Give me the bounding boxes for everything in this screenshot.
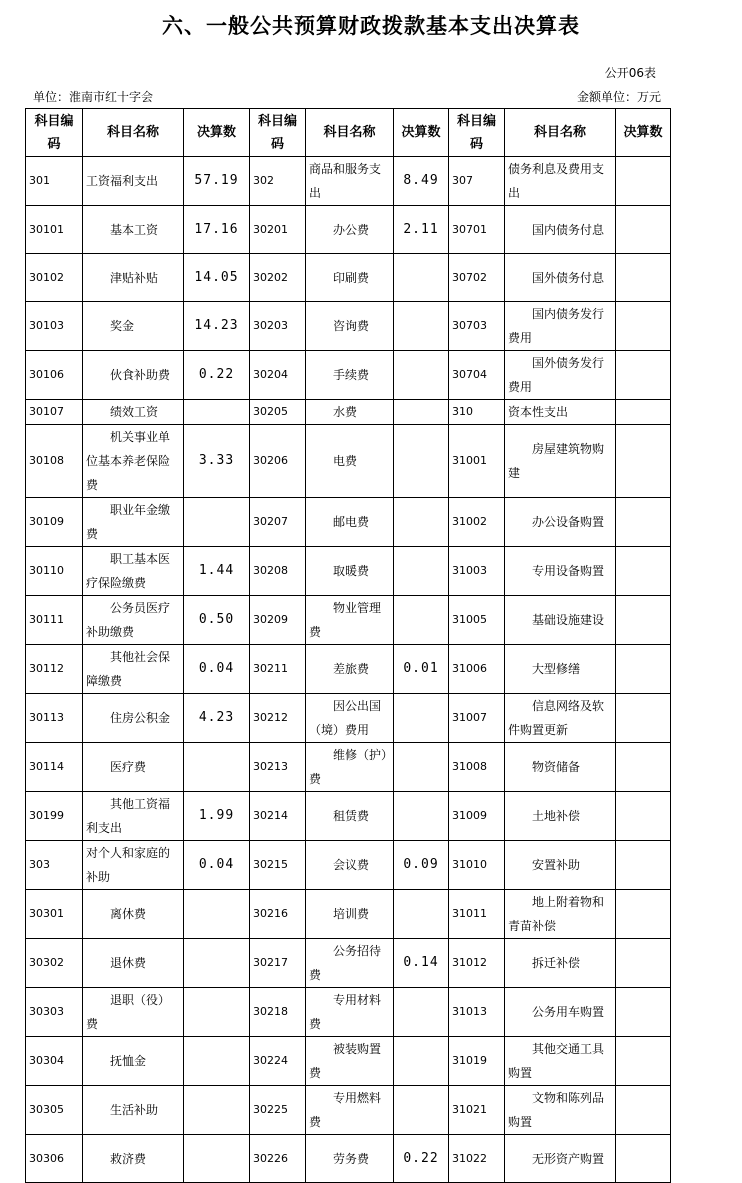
amount-cell bbox=[394, 596, 449, 645]
page-title: 六、一般公共预算财政拨款基本支出决算表 bbox=[162, 14, 580, 38]
name-cell: 抚恤金 bbox=[83, 1037, 184, 1086]
amount-cell bbox=[184, 498, 250, 547]
amount-cell bbox=[616, 351, 671, 400]
code-cell: 30305 bbox=[26, 1086, 83, 1135]
code-cell: 30199 bbox=[26, 792, 83, 841]
code-cell: 30225 bbox=[250, 1086, 306, 1135]
amount-cell bbox=[394, 547, 449, 596]
amount-cell bbox=[616, 206, 671, 254]
name-cell: 商品和服务支出 bbox=[306, 157, 394, 206]
name-cell: 奖金 bbox=[83, 302, 184, 351]
header-amount-1: 决算数 bbox=[184, 109, 250, 157]
table-row bbox=[26, 596, 671, 645]
form-number: 公开06表 bbox=[604, 66, 656, 80]
name-cell: 手续费 bbox=[306, 351, 394, 400]
code-cell: 30304 bbox=[26, 1037, 83, 1086]
name-cell: 救济费 bbox=[83, 1135, 184, 1183]
amount-cell: 0.09 bbox=[394, 841, 449, 890]
code-cell: 30203 bbox=[250, 302, 306, 351]
amount-cell bbox=[616, 425, 671, 498]
name-cell: 印刷费 bbox=[306, 254, 394, 302]
amount-cell bbox=[394, 694, 449, 743]
name-cell: 机关事业单位基本养老保险费 bbox=[83, 425, 184, 498]
unit-label: 单位：淮南市红十字会 bbox=[33, 90, 154, 104]
code-cell: 303 bbox=[26, 841, 83, 890]
table-row bbox=[26, 1086, 671, 1135]
name-cell: 文物和陈列品购置 bbox=[505, 1086, 616, 1135]
amount-cell bbox=[184, 1037, 250, 1086]
amount-cell bbox=[616, 1135, 671, 1183]
name-cell: 职业年金缴费 bbox=[83, 498, 184, 547]
name-cell: 国外债务付息 bbox=[505, 254, 616, 302]
header-name-1: 科目名称 bbox=[83, 109, 184, 157]
amount-cell bbox=[184, 400, 250, 425]
code-cell: 30204 bbox=[250, 351, 306, 400]
amount-cell: 0.04 bbox=[184, 645, 250, 694]
header-amount-2: 决算数 bbox=[394, 109, 449, 157]
header-code-3: 科目编码 bbox=[449, 109, 505, 157]
amount-cell: 14.23 bbox=[184, 302, 250, 351]
name-cell: 基本工资 bbox=[83, 206, 184, 254]
code-cell: 30701 bbox=[449, 206, 505, 254]
name-cell: 绩效工资 bbox=[83, 400, 184, 425]
table-row bbox=[26, 498, 671, 547]
amount-cell bbox=[394, 302, 449, 351]
amount-cell bbox=[616, 596, 671, 645]
code-cell: 30101 bbox=[26, 206, 83, 254]
code-cell: 30703 bbox=[449, 302, 505, 351]
header-row bbox=[26, 109, 671, 157]
amount-cell bbox=[616, 157, 671, 206]
name-cell: 咨询费 bbox=[306, 302, 394, 351]
code-cell: 30218 bbox=[250, 988, 306, 1037]
amount-cell bbox=[184, 939, 250, 988]
amount-cell bbox=[616, 841, 671, 890]
code-cell: 31002 bbox=[449, 498, 505, 547]
code-cell: 30206 bbox=[250, 425, 306, 498]
code-cell: 30216 bbox=[250, 890, 306, 939]
name-cell: 专用材料费 bbox=[306, 988, 394, 1037]
name-cell: 基础设施建设 bbox=[505, 596, 616, 645]
name-cell: 其他工资福利支出 bbox=[83, 792, 184, 841]
amount-cell bbox=[616, 645, 671, 694]
name-cell: 伙食补助费 bbox=[83, 351, 184, 400]
amount-cell: 0.50 bbox=[184, 596, 250, 645]
header-name-3: 科目名称 bbox=[505, 109, 616, 157]
code-cell: 30202 bbox=[250, 254, 306, 302]
code-cell: 30110 bbox=[26, 547, 83, 596]
amount-cell: 14.05 bbox=[184, 254, 250, 302]
code-cell: 31006 bbox=[449, 645, 505, 694]
amount-cell bbox=[394, 1086, 449, 1135]
header-code-1: 科目编码 bbox=[26, 109, 83, 157]
code-cell: 30212 bbox=[250, 694, 306, 743]
name-cell: 劳务费 bbox=[306, 1135, 394, 1183]
amount-cell bbox=[616, 694, 671, 743]
code-cell: 30306 bbox=[26, 1135, 83, 1183]
amount-cell bbox=[394, 1037, 449, 1086]
amount-cell: 1.44 bbox=[184, 547, 250, 596]
amount-cell bbox=[394, 351, 449, 400]
code-cell: 30114 bbox=[26, 743, 83, 792]
name-cell: 物业管理费 bbox=[306, 596, 394, 645]
table-row bbox=[26, 254, 671, 302]
expenditure-table bbox=[25, 108, 671, 1183]
amount-cell: 0.14 bbox=[394, 939, 449, 988]
table-row bbox=[26, 645, 671, 694]
code-cell: 30108 bbox=[26, 425, 83, 498]
name-cell: 公务招待费 bbox=[306, 939, 394, 988]
name-cell: 差旅费 bbox=[306, 645, 394, 694]
name-cell: 电费 bbox=[306, 425, 394, 498]
name-cell: 信息网络及软件购置更新 bbox=[505, 694, 616, 743]
code-cell: 31001 bbox=[449, 425, 505, 498]
amount-cell bbox=[616, 890, 671, 939]
amount-cell: 0.04 bbox=[184, 841, 250, 890]
code-cell: 31009 bbox=[449, 792, 505, 841]
name-cell: 地上附着物和青苗补偿 bbox=[505, 890, 616, 939]
name-cell: 专用设备购置 bbox=[505, 547, 616, 596]
table-row bbox=[26, 1037, 671, 1086]
table-row bbox=[26, 351, 671, 400]
code-cell: 30201 bbox=[250, 206, 306, 254]
code-cell: 30303 bbox=[26, 988, 83, 1037]
name-cell: 租赁费 bbox=[306, 792, 394, 841]
code-cell: 30103 bbox=[26, 302, 83, 351]
amount-cell bbox=[184, 1135, 250, 1183]
code-cell: 31019 bbox=[449, 1037, 505, 1086]
amount-cell: 8.49 bbox=[394, 157, 449, 206]
amount-cell bbox=[616, 400, 671, 425]
name-cell: 公务员医疗补助缴费 bbox=[83, 596, 184, 645]
name-cell: 津贴补贴 bbox=[83, 254, 184, 302]
table-row bbox=[26, 302, 671, 351]
amount-cell bbox=[394, 400, 449, 425]
amount-cell bbox=[184, 1086, 250, 1135]
name-cell: 国内债务付息 bbox=[505, 206, 616, 254]
header-name-2: 科目名称 bbox=[306, 109, 394, 157]
header-code-2: 科目编码 bbox=[250, 109, 306, 157]
amount-unit-label: 金额单位：万元 bbox=[576, 90, 661, 104]
code-cell: 31011 bbox=[449, 890, 505, 939]
code-cell: 30207 bbox=[250, 498, 306, 547]
table-row bbox=[26, 206, 671, 254]
table-row bbox=[26, 694, 671, 743]
code-cell: 31021 bbox=[449, 1086, 505, 1135]
code-cell: 30214 bbox=[250, 792, 306, 841]
code-cell: 30213 bbox=[250, 743, 306, 792]
name-cell: 国内债务发行费用 bbox=[505, 302, 616, 351]
amount-cell bbox=[394, 254, 449, 302]
amount-cell bbox=[616, 498, 671, 547]
amount-cell: 2.11 bbox=[394, 206, 449, 254]
code-cell: 30106 bbox=[26, 351, 83, 400]
name-cell: 其他社会保障缴费 bbox=[83, 645, 184, 694]
amount-cell bbox=[616, 1037, 671, 1086]
amount-cell bbox=[394, 890, 449, 939]
name-cell: 退职（役）费 bbox=[83, 988, 184, 1037]
amount-cell bbox=[616, 988, 671, 1037]
name-cell: 取暖费 bbox=[306, 547, 394, 596]
name-cell: 资本性支出 bbox=[505, 400, 616, 425]
code-cell: 31003 bbox=[449, 547, 505, 596]
amount-cell bbox=[394, 743, 449, 792]
code-cell: 30208 bbox=[250, 547, 306, 596]
code-cell: 30109 bbox=[26, 498, 83, 547]
code-cell: 31010 bbox=[449, 841, 505, 890]
name-cell: 公务用车购置 bbox=[505, 988, 616, 1037]
code-cell: 30217 bbox=[250, 939, 306, 988]
amount-cell: 0.01 bbox=[394, 645, 449, 694]
code-cell: 30107 bbox=[26, 400, 83, 425]
table-row bbox=[26, 743, 671, 792]
amount-cell bbox=[616, 939, 671, 988]
code-cell: 30209 bbox=[250, 596, 306, 645]
code-cell: 30113 bbox=[26, 694, 83, 743]
name-cell: 对个人和家庭的补助 bbox=[83, 841, 184, 890]
name-cell: 债务利息及费用支出 bbox=[505, 157, 616, 206]
name-cell: 房屋建筑物购建 bbox=[505, 425, 616, 498]
table-row bbox=[26, 157, 671, 206]
table-row bbox=[26, 547, 671, 596]
amount-cell bbox=[616, 302, 671, 351]
name-cell: 专用燃料费 bbox=[306, 1086, 394, 1135]
amount-cell bbox=[394, 498, 449, 547]
name-cell: 生活补助 bbox=[83, 1086, 184, 1135]
code-cell: 30226 bbox=[250, 1135, 306, 1183]
name-cell: 物资储备 bbox=[505, 743, 616, 792]
code-cell: 30102 bbox=[26, 254, 83, 302]
amount-cell: 57.19 bbox=[184, 157, 250, 206]
name-cell: 无形资产购置 bbox=[505, 1135, 616, 1183]
amount-cell bbox=[616, 1086, 671, 1135]
name-cell: 大型修缮 bbox=[505, 645, 616, 694]
code-cell: 30205 bbox=[250, 400, 306, 425]
name-cell: 安置补助 bbox=[505, 841, 616, 890]
amount-cell: 4.23 bbox=[184, 694, 250, 743]
amount-cell: 1.99 bbox=[184, 792, 250, 841]
code-cell: 302 bbox=[250, 157, 306, 206]
name-cell: 住房公积金 bbox=[83, 694, 184, 743]
amount-cell bbox=[394, 792, 449, 841]
amount-cell bbox=[184, 988, 250, 1037]
table-row bbox=[26, 890, 671, 939]
code-cell: 31012 bbox=[449, 939, 505, 988]
name-cell: 培训费 bbox=[306, 890, 394, 939]
code-cell: 30111 bbox=[26, 596, 83, 645]
name-cell: 职工基本医疗保险缴费 bbox=[83, 547, 184, 596]
code-cell: 30211 bbox=[250, 645, 306, 694]
amount-cell bbox=[394, 988, 449, 1037]
name-cell: 拆迁补偿 bbox=[505, 939, 616, 988]
table-row bbox=[26, 939, 671, 988]
name-cell: 退休费 bbox=[83, 939, 184, 988]
name-cell: 医疗费 bbox=[83, 743, 184, 792]
amount-cell bbox=[394, 425, 449, 498]
amount-cell: 17.16 bbox=[184, 206, 250, 254]
code-cell: 31005 bbox=[449, 596, 505, 645]
table-row bbox=[26, 792, 671, 841]
name-cell: 离休费 bbox=[83, 890, 184, 939]
name-cell: 土地补偿 bbox=[505, 792, 616, 841]
amount-cell: 3.33 bbox=[184, 425, 250, 498]
table-row bbox=[26, 400, 671, 425]
name-cell: 其他交通工具购置 bbox=[505, 1037, 616, 1086]
name-cell: 国外债务发行费用 bbox=[505, 351, 616, 400]
code-cell: 31013 bbox=[449, 988, 505, 1037]
code-cell: 30112 bbox=[26, 645, 83, 694]
name-cell: 工资福利支出 bbox=[83, 157, 184, 206]
code-cell: 31022 bbox=[449, 1135, 505, 1183]
name-cell: 会议费 bbox=[306, 841, 394, 890]
amount-cell bbox=[184, 743, 250, 792]
name-cell: 办公设备购置 bbox=[505, 498, 616, 547]
code-cell: 31008 bbox=[449, 743, 505, 792]
amount-cell bbox=[184, 890, 250, 939]
amount-cell bbox=[616, 254, 671, 302]
code-cell: 30302 bbox=[26, 939, 83, 988]
table-row bbox=[26, 1135, 671, 1183]
name-cell: 被装购置费 bbox=[306, 1037, 394, 1086]
code-cell: 310 bbox=[449, 400, 505, 425]
code-cell: 301 bbox=[26, 157, 83, 206]
name-cell: 维修（护）费 bbox=[306, 743, 394, 792]
code-cell: 30224 bbox=[250, 1037, 306, 1086]
code-cell: 307 bbox=[449, 157, 505, 206]
code-cell: 30301 bbox=[26, 890, 83, 939]
table-row bbox=[26, 988, 671, 1037]
code-cell: 31007 bbox=[449, 694, 505, 743]
table-body bbox=[26, 157, 671, 1183]
table-row bbox=[26, 425, 671, 498]
name-cell: 办公费 bbox=[306, 206, 394, 254]
header-amount-3: 决算数 bbox=[616, 109, 671, 157]
name-cell: 水费 bbox=[306, 400, 394, 425]
amount-cell bbox=[616, 792, 671, 841]
code-cell: 30704 bbox=[449, 351, 505, 400]
code-cell: 30215 bbox=[250, 841, 306, 890]
name-cell: 邮电费 bbox=[306, 498, 394, 547]
amount-cell bbox=[616, 743, 671, 792]
amount-cell: 0.22 bbox=[394, 1135, 449, 1183]
amount-cell bbox=[616, 547, 671, 596]
code-cell: 30702 bbox=[449, 254, 505, 302]
table-row bbox=[26, 841, 671, 890]
amount-cell: 0.22 bbox=[184, 351, 250, 400]
name-cell: 因公出国（境）费用 bbox=[306, 694, 394, 743]
